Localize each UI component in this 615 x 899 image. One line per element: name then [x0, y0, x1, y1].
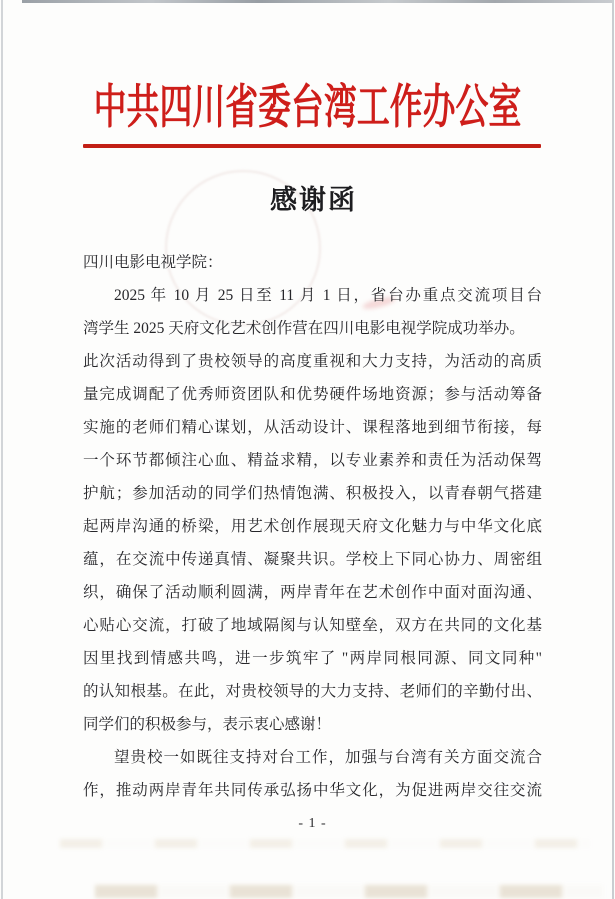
scan-smudge-row	[60, 839, 590, 848]
body-line: 织，确保了活动顺利圆满，两岸青年在艺术创作中面对面沟通、	[83, 584, 542, 601]
body-line: 望贵校一如既往支持对台工作，加强与台湾有关方面交流合	[114, 749, 542, 766]
body-line: 蕴，在交流中传递真情、凝聚共识。学校上下同心协力、周密组	[83, 551, 542, 568]
body-line: 量完成调配了优秀师资团队和优势硬件场地资源；参与活动筹备	[83, 386, 542, 403]
letterhead-text: 中共四川省委台湾工作办公室	[93, 82, 522, 134]
body-line: 心贴心交流，打破了地域隔阂与认知壁垒，双方在共同的文化基	[83, 617, 542, 634]
body-line: 的认知根基。在此，对贵校领导的大力支持、老师们的辛勤付出、	[83, 683, 542, 700]
letterhead	[0, 80, 615, 136]
scan-smudge-row	[95, 885, 603, 898]
letter-body	[83, 246, 542, 840]
body-line: 护航；参加活动的同学们热情饱满、积极投入，以青春朝气搭建	[83, 485, 542, 502]
page-number: - 1 -	[298, 816, 327, 831]
body-line: 起两岸沟通的桥梁，用艺术创作展现天府文化魅力与中华文化底	[83, 518, 542, 535]
body-line: 一个环节都倾注心血、精益求精，以专业素养和责任为活动保驾	[83, 452, 542, 469]
letter-title: 感谢函	[270, 185, 357, 215]
body-line: 同学们的积极参与，表示衷心感谢！	[83, 716, 332, 733]
body-line: 作，推动两岸青年共同传承弘扬中华文化，为促进两岸交往交流	[83, 782, 542, 799]
scan-edge-top	[22, 0, 613, 3]
body-line: 因里找到情感共鸣，进一步筑牢了 "两岸同根同源、同文同种"	[83, 650, 542, 667]
letterhead-rule	[83, 144, 541, 148]
body-line: 湾学生 2025 天府文化艺术创作营在四川电影电视学院成功举办。	[83, 320, 525, 337]
body-line: 2025 年 10 月 25 日至 11 月 1 日，省台办重点交流项目台	[114, 287, 542, 304]
body-line: 此次活动得到了贵校领导的高度重视和大力支持，为活动的高质	[83, 353, 542, 370]
salutation: 四川电影电视学院：	[83, 254, 223, 271]
body-line: 实施的老师们精心谋划，从活动设计、课程落地到细节衔接，每	[83, 419, 542, 436]
